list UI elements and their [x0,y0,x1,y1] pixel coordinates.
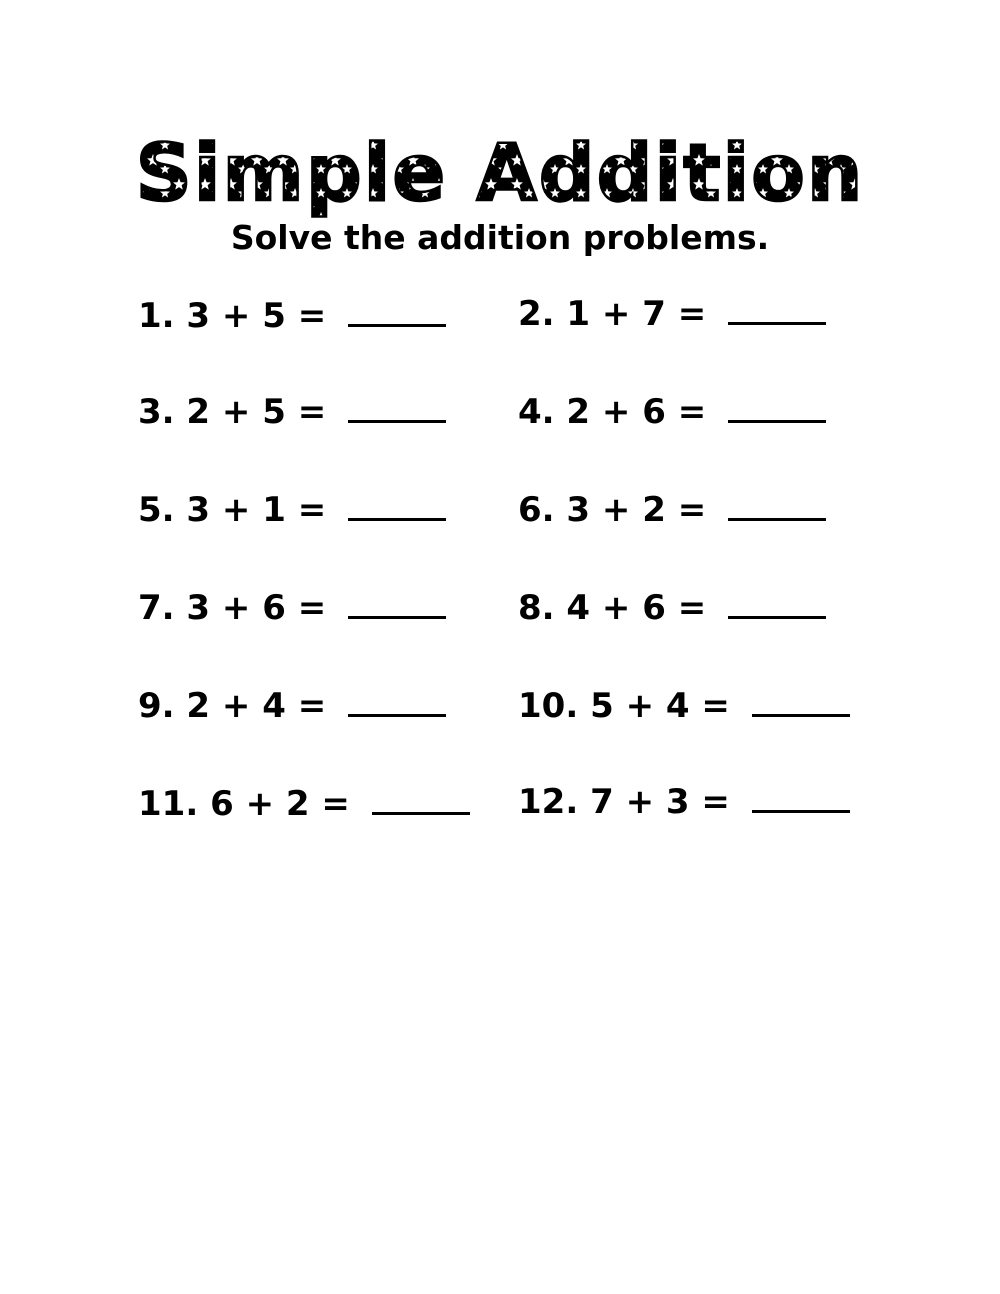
problem-8 [518,586,826,630]
answer-blank[interactable] [728,586,826,619]
problem-expression: 3 + 2 = [566,490,707,530]
problem-2 [518,292,826,336]
answer-blank[interactable] [348,390,446,423]
problem-number: 12. [518,782,579,822]
problem-expression: 5 + 4 = [590,686,730,726]
problem-5 [138,488,446,532]
problem-expression: 2 + 5 = [186,392,327,432]
answer-blank[interactable] [728,390,826,423]
problem-12 [518,780,850,824]
problem-expression: 4 + 6 = [566,588,707,628]
problem-number: 1. [138,296,175,336]
problem-number: 4. [518,392,555,432]
problem-expression: 6 + 2 = [210,784,350,824]
problem-11 [138,782,470,826]
answer-blank[interactable] [728,488,826,521]
problem-3 [138,390,446,434]
problem-expression: 2 + 6 = [566,392,707,432]
problem-4 [518,390,826,434]
answer-blank[interactable] [348,684,446,717]
answer-blank[interactable] [728,292,826,325]
title-text: Simple Addition [135,129,865,218]
answer-blank[interactable] [752,780,850,813]
answer-blank[interactable] [348,586,446,619]
problem-number: 7. [138,588,175,628]
problem-9 [138,684,446,728]
problem-10 [518,684,850,728]
problem-expression: 1 + 7 = [566,294,707,334]
answer-blank[interactable] [372,782,470,815]
problem-number: 6. [518,490,555,530]
problem-expression: 7 + 3 = [590,782,730,822]
problem-number: 8. [518,588,555,628]
problem-expression: 3 + 1 = [186,490,327,530]
answer-blank[interactable] [348,294,446,327]
problem-number: 2. [518,294,555,334]
problem-7 [138,586,446,630]
answer-blank[interactable] [752,684,850,717]
instructions-text: Solve the addition problems. [230,218,770,257]
problem-1 [138,294,446,338]
problem-number: 9. [138,686,175,726]
problem-expression: 3 + 5 = [186,296,327,336]
problem-number: 3. [138,392,175,432]
problem-expression: 2 + 4 = [186,686,327,726]
problem-number: 5. [138,490,175,530]
answer-blank[interactable] [348,488,446,521]
problem-number: 10. [518,686,579,726]
problem-6 [518,488,826,532]
problem-expression: 3 + 6 = [186,588,327,628]
problem-number: 11. [138,784,199,824]
